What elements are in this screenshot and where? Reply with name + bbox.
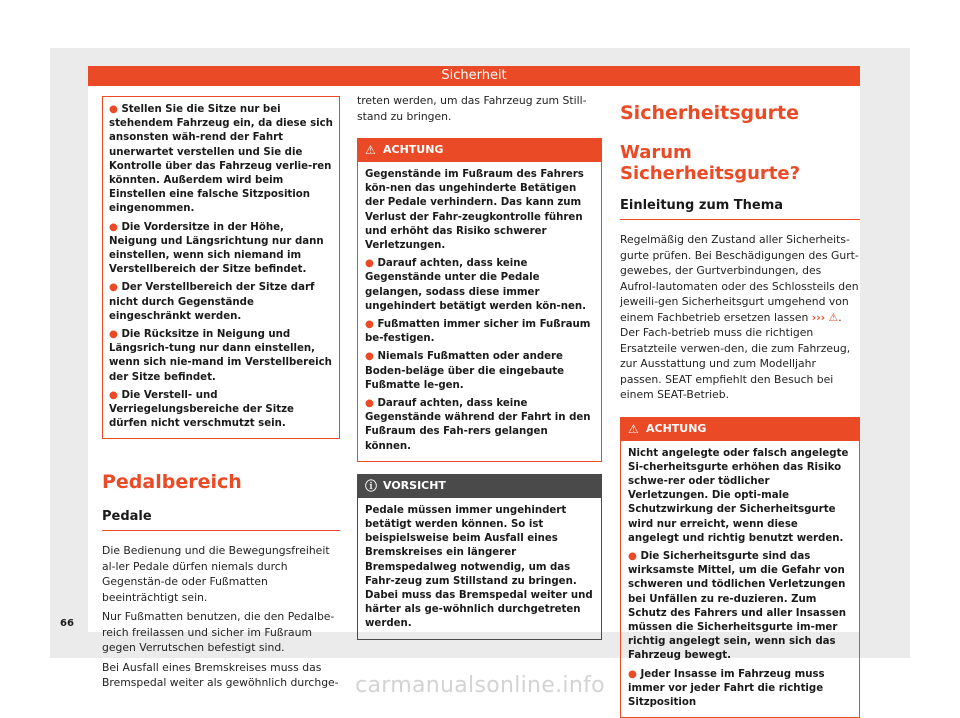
warning-box-body [357,162,602,462]
section-title: Pedalbereich [102,471,340,493]
section-subtitle: Warum Sicherheitsgurte? [620,142,860,184]
caution-text: Pedale müssen immer ungehindert betätigt werden können. So ist beispielsweise beim Ausfall eines Bremskreises ein längerer Bremspedalweg notwendig, um das Fahr-zeug zum Stillstand zu bringen. Dabei muss das Bremspedal weiter und härter als ge-wöhnlich durchgetreten werden. [365,504,594,632]
warning-triangle-icon: ⚠ [628,417,639,441]
list-item: ● Darauf achten, dass keine Gegenstände unter die Pedale gelangen, sodass diese immer ungehindert betätigt werden kön-nen. [365,257,594,314]
warning-intro: Gegenstände im Fußraum des Fahrers kön-nen das ungehinderte Betätigen der Pedale verhindern. Das kann zum Verlust der Fahr-zeugkontrolle führen und erhöht das Risiko schwerer Verletzungen. [365,168,594,253]
section-header: Sicherheit [88,66,860,86]
reference-arrows: ››› [812,311,825,324]
paragraph: Regelmäßig den Zustand aller Sicherheits-gurte prüfen. Bei Beschädigungen des Gurt-gewebes, der Gurtverbindungen, des Aufrol-lautomaten oder des Schlossteils den jeweili-gen Sicherheitsgurt umgehend von einem Fachbetrieb ersetzen lassen ››› ⚠. Der Fach-betrieb muss die richtigen Ersatzteile verwen-den, die zum Fahrzeug, zur Ausstattung und zum Modelljahr passen. SEAT empfiehlt den Besuch bei einem SEAT-Betrieb. [620,232,860,403]
paragraph: Die Bedienung und die Bewegungsfreiheit al-ler Pedale dürfen niemals durch Gegenstän-de oder Fußmatten beeinträchtigt sein. [102,543,340,605]
warning-triangle-icon: ⚠ [829,311,839,324]
subsection-title: Pedale [102,509,340,531]
bullet-icon: ● [109,222,121,233]
list-item: ● Darauf achten, dass keine Gegenstände während der Fahrt in den Fußraum des Fah-rers gelangen können. [365,397,594,454]
bullet-icon: ● [628,669,640,680]
bullet-icon: ● [109,104,121,115]
paragraph: treten werden, um das Fahrzeug zum Still-stand zu bringen. [357,93,602,124]
warning-box-header: ⚠ ACHTUNG [620,417,860,441]
list-item: ● Jeder Insasse im Fahrzeug muss immer vor jeder Fahrt die richtige Sitzposition [628,668,852,711]
list-item: ● Die Sicherheitsgurte sind das wirksamste Mittel, um die Gefahr von schweren und tödlichen Verletzungen bei Unfällen zu re-duzieren. Zum Schutz des Fahrers und aller Insassen müssen die Sicherheitsgurte im-mer richtig angelegt sein, wenn sich das Fahrzeug bewegt. [628,550,852,664]
paragraph: Nur Fußmatten benutzen, die den Pedalbe-reich freilassen und sicher im Fußraum gegen Verrutschen befestigt sind. [102,609,340,656]
section-title: Sicherheitsgurte [620,102,860,124]
paragraph: Bei Ausfall eines Bremskreises muss das Bremspedal weiter als gewöhnlich durchge- [102,660,340,691]
warning-triangle-icon: ⚠ [365,138,376,162]
bullet-icon: ● [109,390,121,401]
column-3 [620,96,860,718]
caution-box-body [357,498,602,640]
bullet-icon: ● [365,319,377,330]
page-number: 66 [60,618,74,629]
bullet-icon: ● [628,551,640,562]
bullet-icon: ● [365,398,377,409]
list-item: ● Die Verstell- und Verriegelungsbereiche der Sitze dürfen nicht verschmutzt sein. [109,389,333,432]
watermark: carmanualsonline.info [0,673,960,698]
bullet-icon: ● [365,351,377,362]
warning-continuation-box [102,96,340,439]
bullet-icon: ● [109,329,121,340]
list-item: ● Niemals Fußmatten oder andere Boden-beläge über die eingebaute Fußmatte le-gen. [365,350,594,393]
warning-intro: Nicht angelegte oder falsch angelegte Si-cherheitsgurte erhöhen das Risiko schwe-rer oder tödlicher Verletzungen. Die opti-male Schutzwirkung der Sicherheitsgurte wird nur erreicht, wenn diese angelegt und richtig benutzt werden. [628,447,852,546]
column-1 [102,96,340,695]
list-item: ● Die Vordersitze in der Höhe, Neigung und Längsrichtung nur dann einstellen, wenn sich niemand im Verstellbereich der Sitze befindet. [109,221,333,278]
warning-box-header: ⚠ ACHTUNG [357,138,602,162]
column-2 [357,96,602,640]
info-circle-icon: ⓘ [365,474,377,498]
bullet-icon: ● [109,282,121,293]
list-item: ● Stellen Sie die Sitze nur bei stehendem Fahrzeug ein, da diese sich ansonsten wäh-rend der Fahrt unerwartet verstellen und Sie die Kontrolle über das Fahrzeug verlie-ren könnten. Außerdem wird beim Einstellen eine falsche Sitzposition eingenommen. [109,103,333,217]
list-item: ● Fußmatten immer sicher im Fußraum be-festigen. [365,318,594,346]
list-item: ● Der Verstellbereich der Sitze darf nicht durch Gegenstände eingeschränkt werden. [109,281,333,324]
caution-box-header: ⓘ VORSICHT [357,474,602,498]
bullet-icon: ● [365,258,377,269]
list-item: ● Die Rücksitze in Neigung und Längsrich-tung nur dann einstellen, wenn sich nie-mand im Verstellbereich der Sitze befindet. [109,328,333,385]
subsection-title: Einleitung zum Thema [620,198,860,220]
